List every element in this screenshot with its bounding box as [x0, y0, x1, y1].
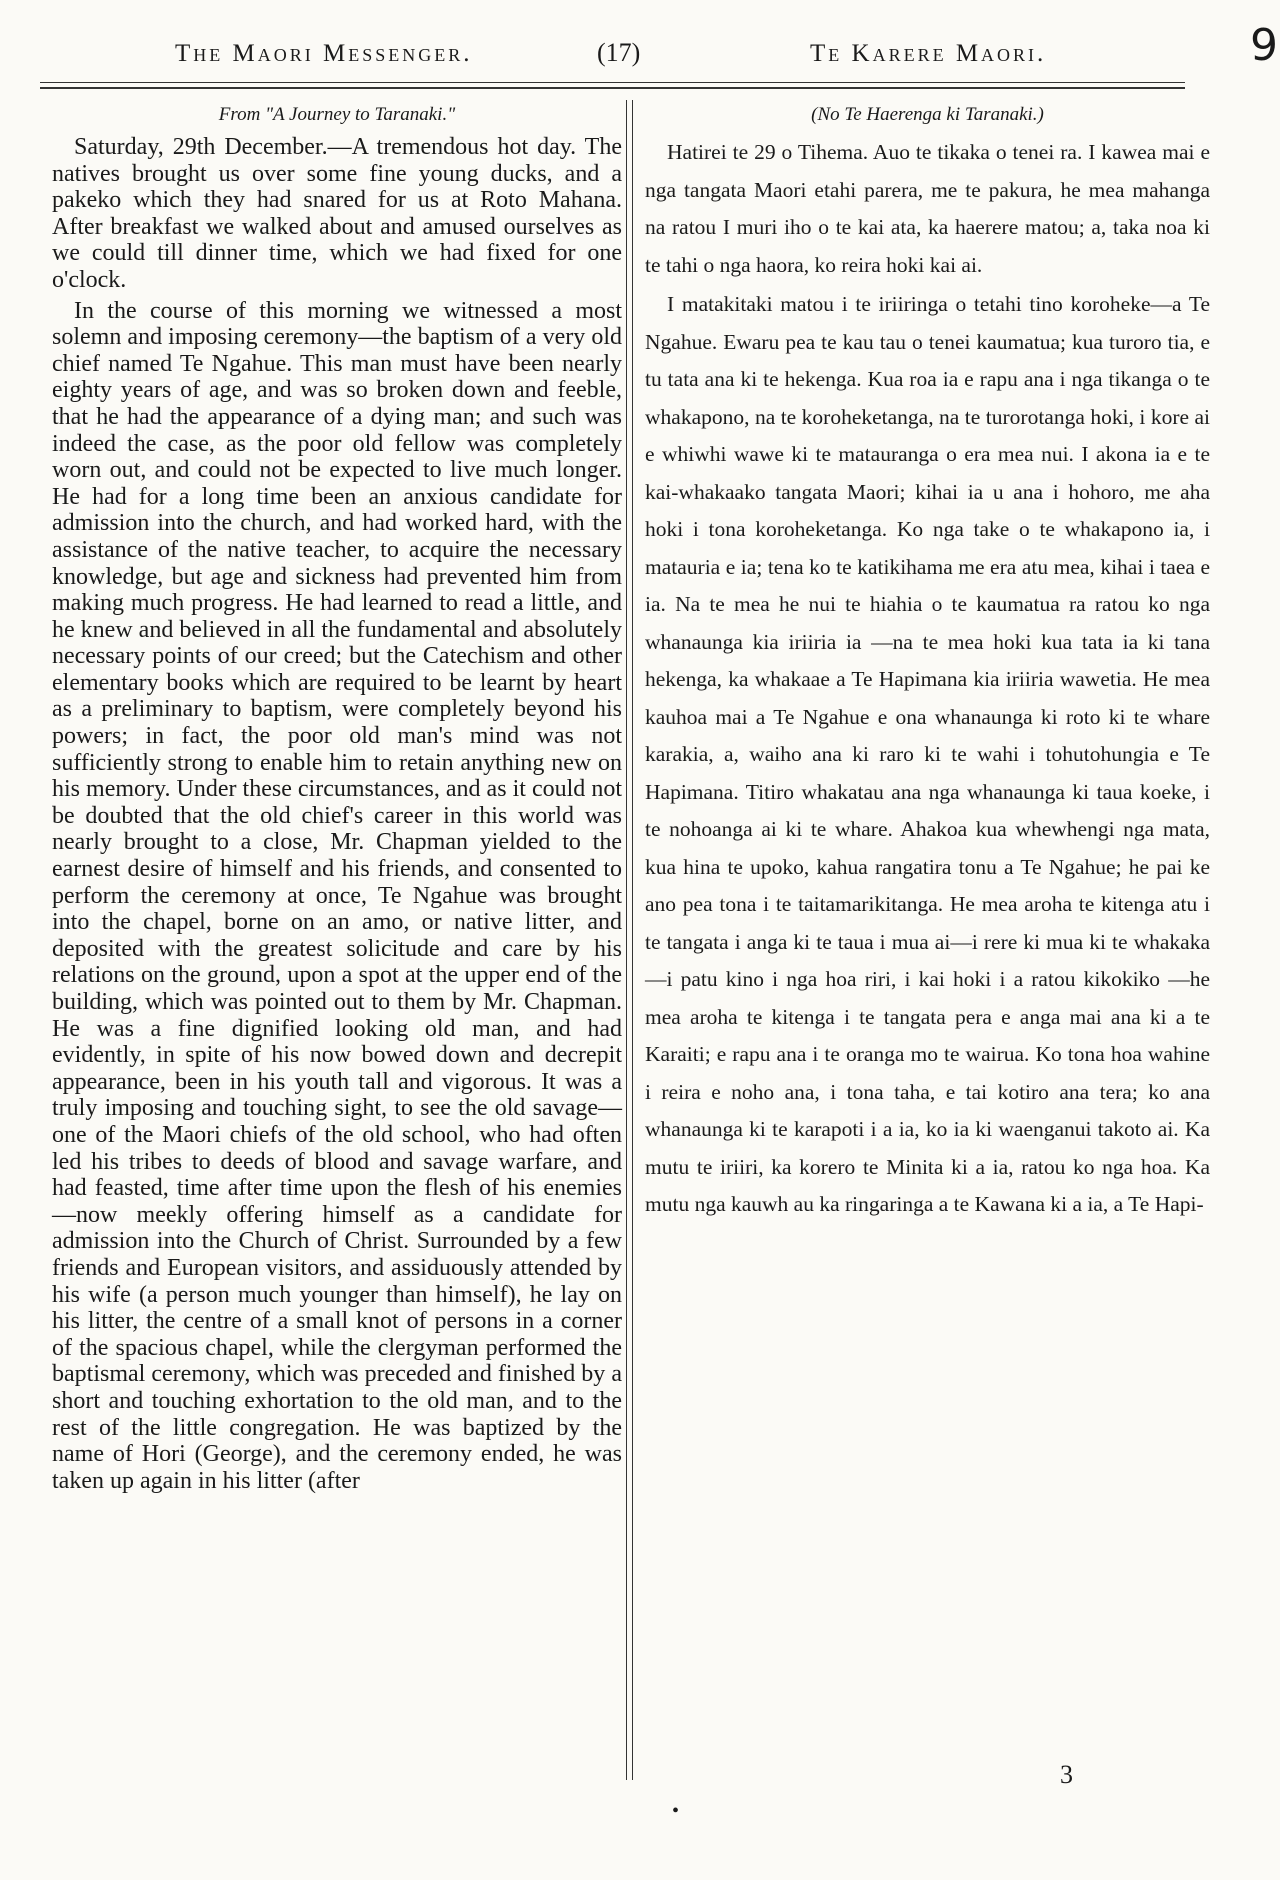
maori-masthead: Te Karere Maori.	[810, 40, 1047, 67]
page-header	[0, 38, 1280, 78]
page-label: (17)	[597, 38, 641, 67]
header-rule-double	[40, 87, 1185, 89]
english-masthead: The Maori Messenger.	[175, 40, 473, 67]
column-divider-double	[632, 100, 633, 1780]
stray-mark: •	[672, 1800, 680, 1822]
english-paragraph-1: Saturday, 29th December.—A tremendous hot day. The natives brought us over some fine young ducks, and a pakeko which they had snared for us at Roto Mahana. After breakfast we walked about and amused ourselves as we could till dinner time, which we had fixed for one o'clock.	[52, 134, 622, 293]
english-column	[52, 104, 622, 1494]
maori-column	[645, 104, 1210, 1224]
maori-paragraph-1: Hatirei te 29 o Tihema. Auo te tikaka o tenei ra. I kawea mai e nga tangata Maori etahi parera, me te pakura, he mea mahanga na ratou I muri iho o te kai ata, ka haerere matou; a, taka noa ki te tahi o nga haora, ko reira hoki kai ai.	[645, 140, 1210, 277]
english-paragraph-2: In the course of this morning we witnessed a most solemn and imposing ceremony—the baptism of a very old chief named Te Ngahue. This man must have been nearly eighty years of age, and was so broken down and feeble, that he had the appearance of a dying man; and such was indeed the case, as the poor old fellow was completely worn out, and could not be expected to live much longer. He had for a long time been an anxious candidate for admission into the church, and had worked hard, with the assistance of the native teacher, to acquire the necessary knowledge, but age and sickness had prevented him from making much progress. He had learned to read a little, and he knew and believed in all the fundamental and absolutely necessary points of our creed; but the Catechism and other elementary books which are required to be learnt by heart as a preliminary to baptism, were completely beyond his powers; in fact, the poor old man's mind was not sufficiently strong to enable him to retain anything new on his memory. Under these circumstances, and as it could not be doubted that the old chief's career in this world was nearly brought to a close, Mr. Chapman yielded to the earnest desire of himself and his friends, and consented to perform the ceremony at once, Te Ngahue was brought into the chapel, borne on an amo, or native litter, and deposited with the greatest solicitude and care by his relations on the ground, upon a spot at the upper end of the building, which was pointed out to them by Mr. Chapman. He was a fine dignified looking old man, and had evidently, in spite of his now bowed down and decrepit appearance, been in his youth tall and vigorous. It was a truly imposing and touching sight, to see the old savage—one of the Maori chiefs of the old school, who had often led his tribes to deeds of blood and savage warfare, and had feasted, time after time upon the flesh of his enemies—now meekly offering himself as a candidate for admission into the Church of Christ. Surrounded by a few friends and European visitors, and assiduously attended by his wife (a person much younger than himself), he lay on his litter, the centre of a small knot of persons in a corner of the spacious chapel, while the clergyman performed the baptismal ceremony, which was preceded and finished by a short and touching exhortation to the old man, and to the rest of the little congregation. He was baptized by the name of Hori (George), and the ceremony ended, he was taken up again in his litter (after	[52, 297, 622, 1494]
signature-number: 3	[1060, 1760, 1073, 1789]
english-subtitle: From "A Journey to Taranaki."	[218, 104, 456, 125]
maori-subtitle: (No Te Haerenga ki Taranaki.)	[811, 104, 1044, 125]
header-rule	[40, 82, 1185, 83]
maori-paragraph-2: I matakitaki matou i te iriiringa o tetahi tino koroheke—a Te Ngahue. Ewaru pea te kau tau o tenei kaumatua; kua turoro tia, e tu tata ana ki te hekenga. Kua roa ia e rapu ana i nga tikanga o te whakapono, na te koroheketanga, na te turorotanga hoki, i kore ai e whiwhi wawe ki te matauranga o era mea nui. I akona ia e te kai-whakaako tangata Maori; kihai ia u ana i hohoro, me aha hoki i tona koroheketanga. Ko nga take o te whakapono ia, i matauria e ia; tena ko te katikihama me era atu mea, kihai i taea e ia. Na te mea he nui te hiahia o te kaumatua ra ratou ko nga whanaunga kia iriiria ia —na te mea hoki kua tata ia ki tana hekenga, ka whakaae a Te Hapimana kia iriiria wawetia. He mea kauhoa mai a Te Ngahue e ona whanaunga ki roto ki te whare karakia, a, waiho ana ki raro ki te wahi i tohutohungia e Te Hapimana. Titiro whakatau ana nga whanaunga ki taua koeke, i te nohoanga ai ki te whare. Ahakoa kua whewhengi nga mata, kua hina te upoko, kahua rangatira tonu a Te Ngahue; he pai ke ano pea tona i te taitamarikitanga. He mea aroha te kitenga atu i te tangata i anga ki te taua i mua ai—i rere ki mua ki te whakaka—i patu kino i nga hoa riri, i kai hoki i a ratou kikokiko —he mea aroha te kitenga i te tangata pera e anga mai ana ki a te Karaiti; e rapu ana i te oranga mo te wairua. Ko tona hoa wahine i reira e noho ana, i tona taha, e tai kotiro ana tera; ko ana whanaunga ki te karapoti i a ia, ko ia ki waenganui takoto ai. Ka mutu te iriiri, ka korero te Minita ki a ia, ratou ko nga hoa. Ka mutu nga kauwh au ka ringaringa a te Kawana ki a ia, a Te Hapi-	[645, 292, 1210, 1216]
column-divider	[626, 100, 627, 1780]
corner-handwritten-mark: 9	[1250, 20, 1278, 71]
